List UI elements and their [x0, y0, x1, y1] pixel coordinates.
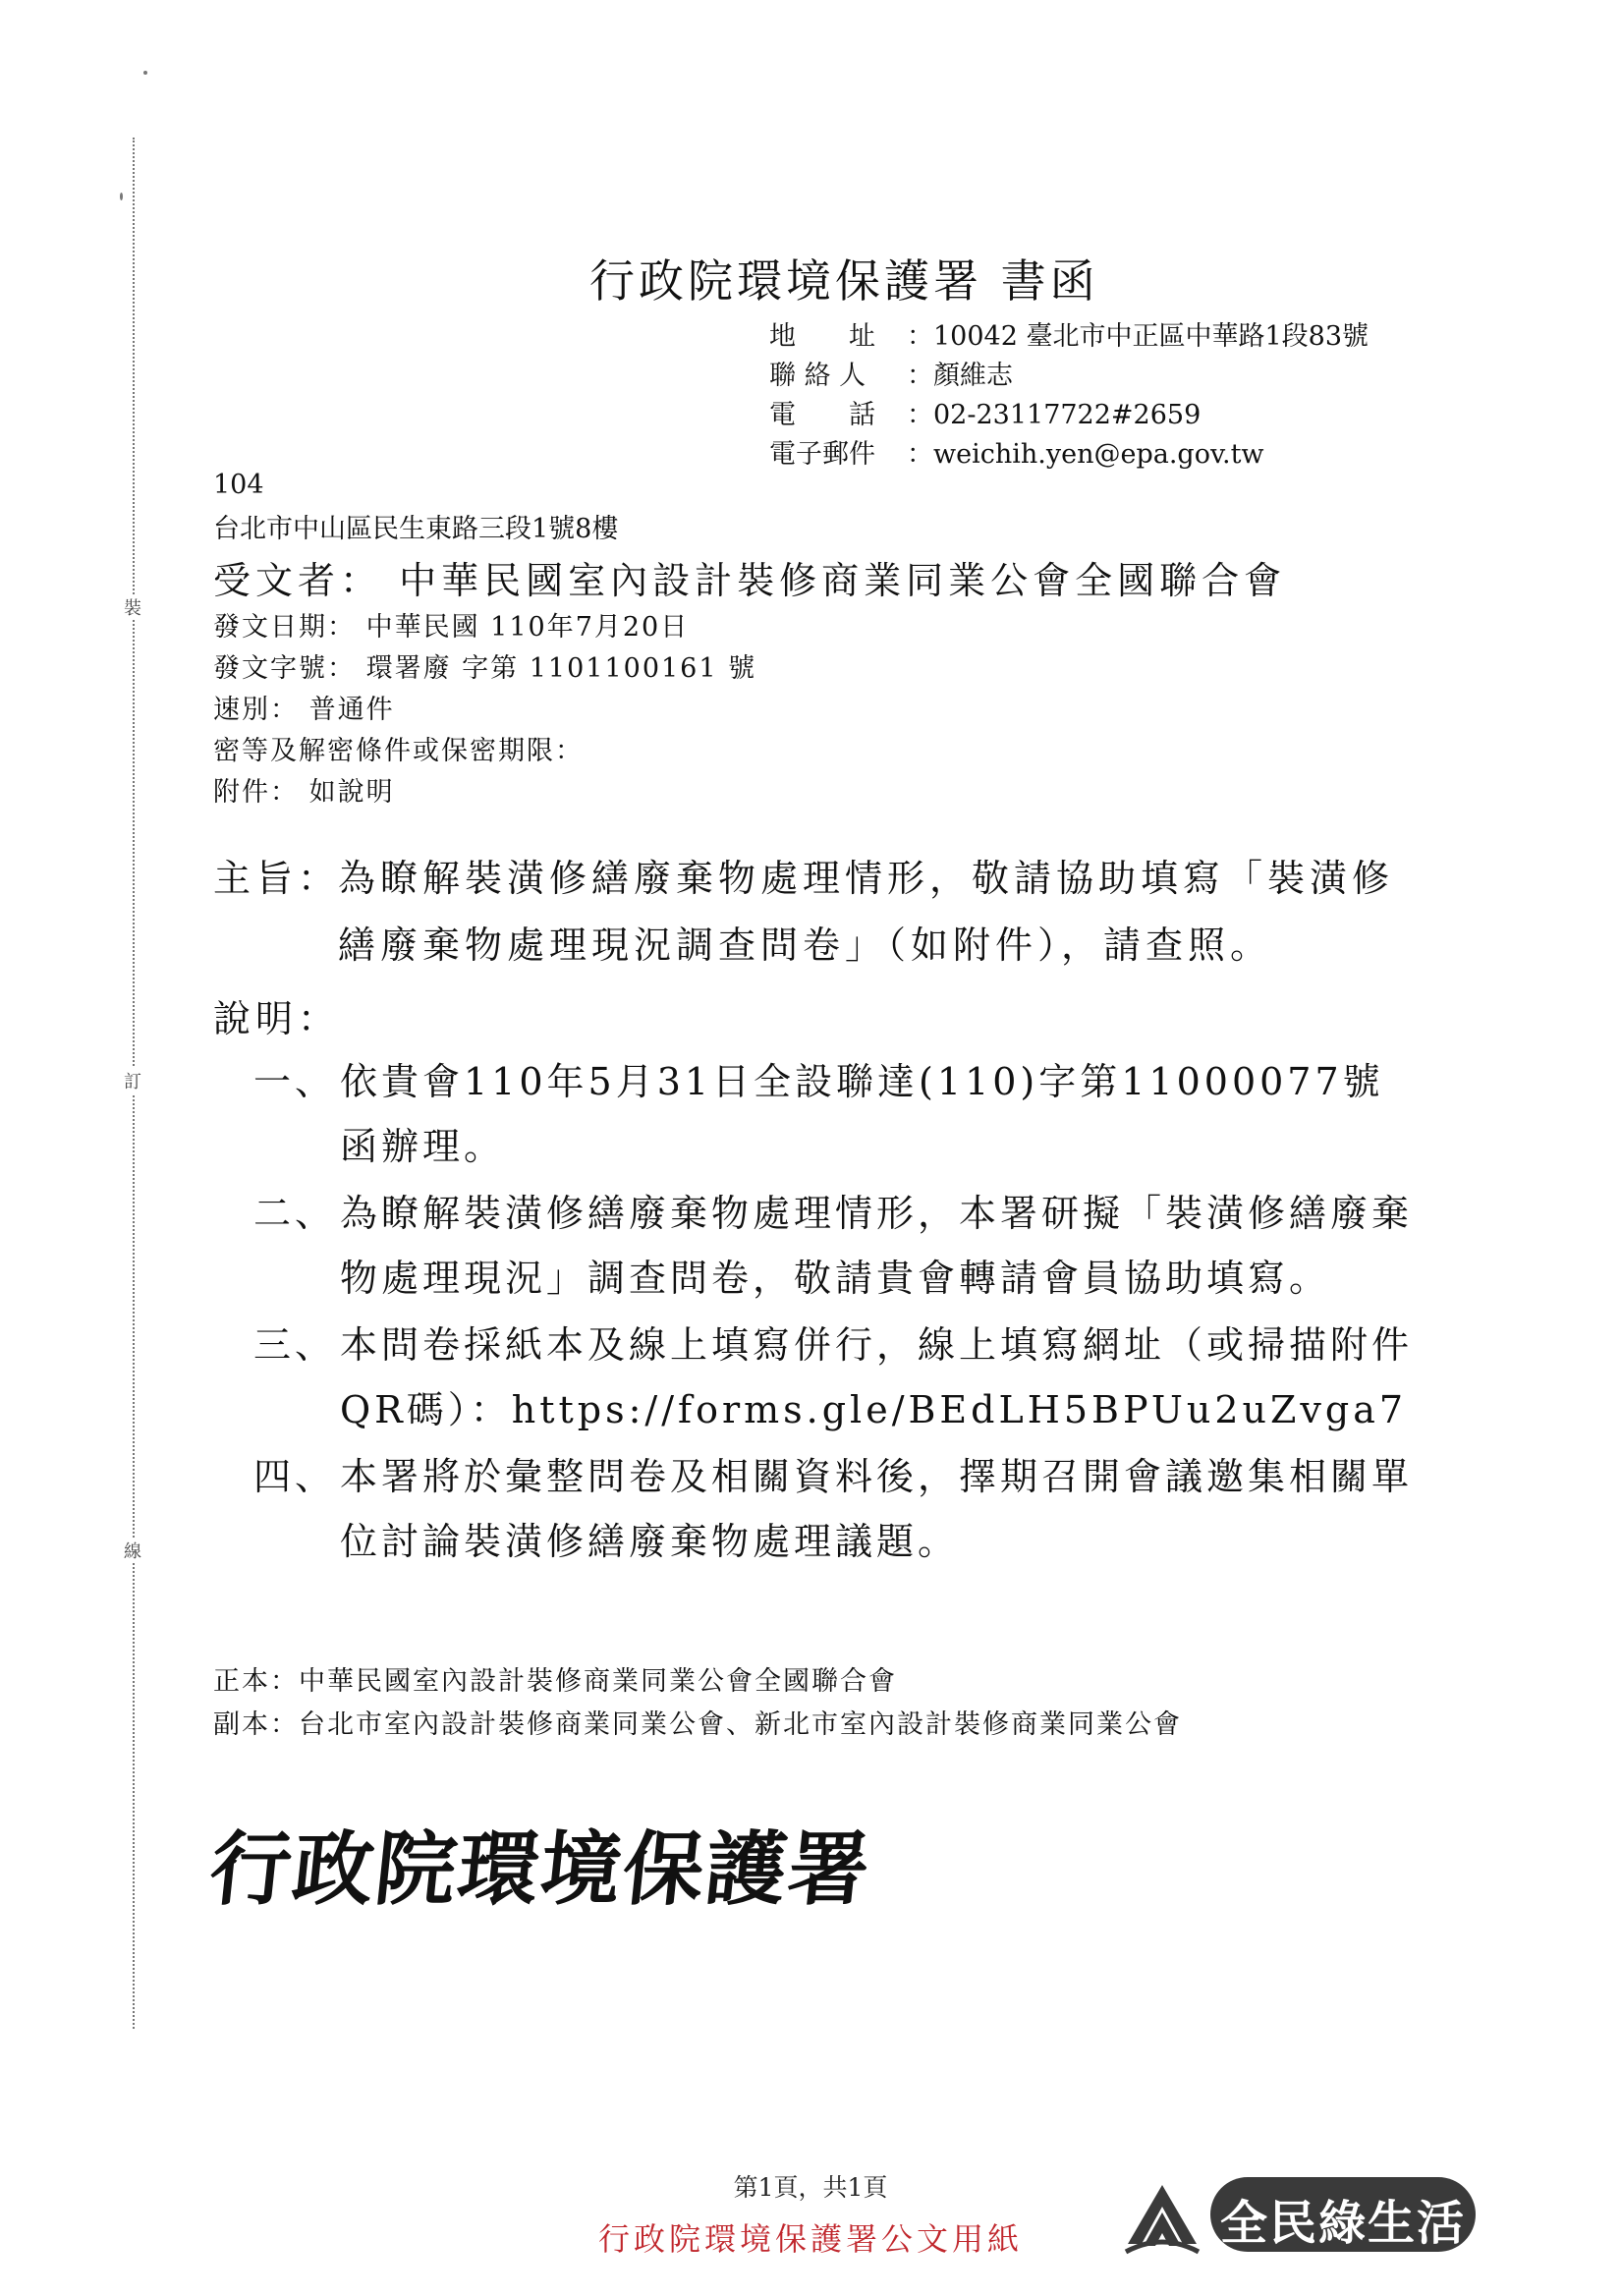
- issue-date: 發文日期： 中華民國 110年7月20日: [213, 612, 690, 643]
- postcode: 104: [213, 470, 264, 500]
- subject-label: 主旨：: [213, 857, 341, 900]
- contact-row-address: [769, 317, 1369, 357]
- item-text: 本署將於彙整問卷及相關資料後，擇期召開會議邀集相關單位討論裝潢修繕廢棄物處理議題。: [340, 1455, 1414, 1563]
- paper-label: 行政院環境保護署公文用紙: [597, 2220, 1023, 2258]
- binding-mark-ding: 訂: [122, 1068, 143, 1093]
- binding-mark-xian: 線: [122, 1538, 143, 1563]
- binding-mark-zhuang: 裝: [122, 594, 143, 620]
- contact-label: 聯 絡 人: [769, 361, 866, 391]
- logo-mark-icon: [1120, 2179, 1204, 2258]
- description-items: [253, 1049, 1413, 1576]
- confidentiality: 密等及解密條件或保密期限：: [213, 736, 584, 766]
- item-text: 為瞭解裝潢修繕廢棄物處理情形，本署研擬「裝潢修繕廢棄物處理現況」調查問卷，敬請貴會轉請會員協助填寫。: [340, 1192, 1414, 1300]
- green-life-logo: [1120, 2171, 1493, 2260]
- description-item: [253, 1049, 1413, 1179]
- agency-seal: 行政院環境保護署: [205, 1823, 876, 1917]
- recipient: 受文者： 中華民國室內設計裝修商業同業公會全國聯合會: [213, 559, 1287, 602]
- logo-text: 全民綠生活: [1219, 2196, 1466, 2251]
- contact-value: ：顏維志: [907, 361, 1013, 391]
- subject: [213, 845, 1431, 979]
- subject-text: 為瞭解裝潢修繕廢棄物處理情形，敬請協助填寫「裝潢修繕廢棄物處理現況調查問卷」（如附件），請查照。: [338, 857, 1395, 967]
- description-item: [253, 1444, 1413, 1574]
- item-text: 依貴會110年5月31日全設聯達(110)字第11000077號函辦理。: [340, 1060, 1384, 1168]
- contact-row-person: [769, 357, 1369, 396]
- contact-value: ：weichih.yen@epa.gov.tw: [907, 439, 1264, 470]
- contact-label: 電 話: [769, 400, 875, 430]
- contact-row-phone: [769, 396, 1369, 435]
- street-address: 台北市中山區民生東路三段1號8樓: [213, 514, 619, 544]
- document-number: 發文字號： 環署廢 字第 1101100161 號: [213, 653, 757, 684]
- speed-class: 速別： 普通件: [213, 695, 395, 725]
- contact-value: ：02-23117722#2659: [907, 400, 1202, 430]
- description-item: [253, 1181, 1413, 1311]
- item-text: 本問卷採紙本及線上填寫併行，線上填寫網址（或掃描附件QR碼）：https://forms.gle/BEdLH5BPUu2uZvga7: [340, 1323, 1414, 1431]
- scan-speck: [143, 71, 147, 75]
- cc-recipients: 副本：台北市室內設計裝修商業同業公會、新北市室內設計裝修商業同業公會: [213, 1709, 1182, 1740]
- description-item: [253, 1313, 1413, 1442]
- contact-row-email: [769, 435, 1369, 475]
- description-label: 說明：: [213, 997, 341, 1040]
- item-number: 一、: [253, 1060, 337, 1103]
- contact-block: [769, 317, 1369, 475]
- contact-label: 電子郵件: [769, 439, 875, 470]
- item-number: 四、: [253, 1455, 337, 1498]
- contact-label: 地 址: [769, 321, 875, 352]
- item-number: 二、: [253, 1192, 337, 1235]
- meta-block: [213, 607, 756, 813]
- copies-block: [213, 1660, 1182, 1747]
- attachments: 附件： 如說明: [213, 777, 395, 808]
- scan-speck: [120, 193, 123, 200]
- document-title: 行政院環境保護署 書函: [589, 254, 1099, 308]
- page-number: 第1頁，共1頁: [733, 2173, 888, 2202]
- contact-value: ：10042 臺北市中正區中華路1段83號: [907, 321, 1369, 352]
- logo-pill: [1210, 2177, 1476, 2252]
- original-recipient: 正本：中華民國室內設計裝修商業同業公會全國聯合會: [213, 1666, 897, 1697]
- item-number: 三、: [253, 1323, 337, 1367]
